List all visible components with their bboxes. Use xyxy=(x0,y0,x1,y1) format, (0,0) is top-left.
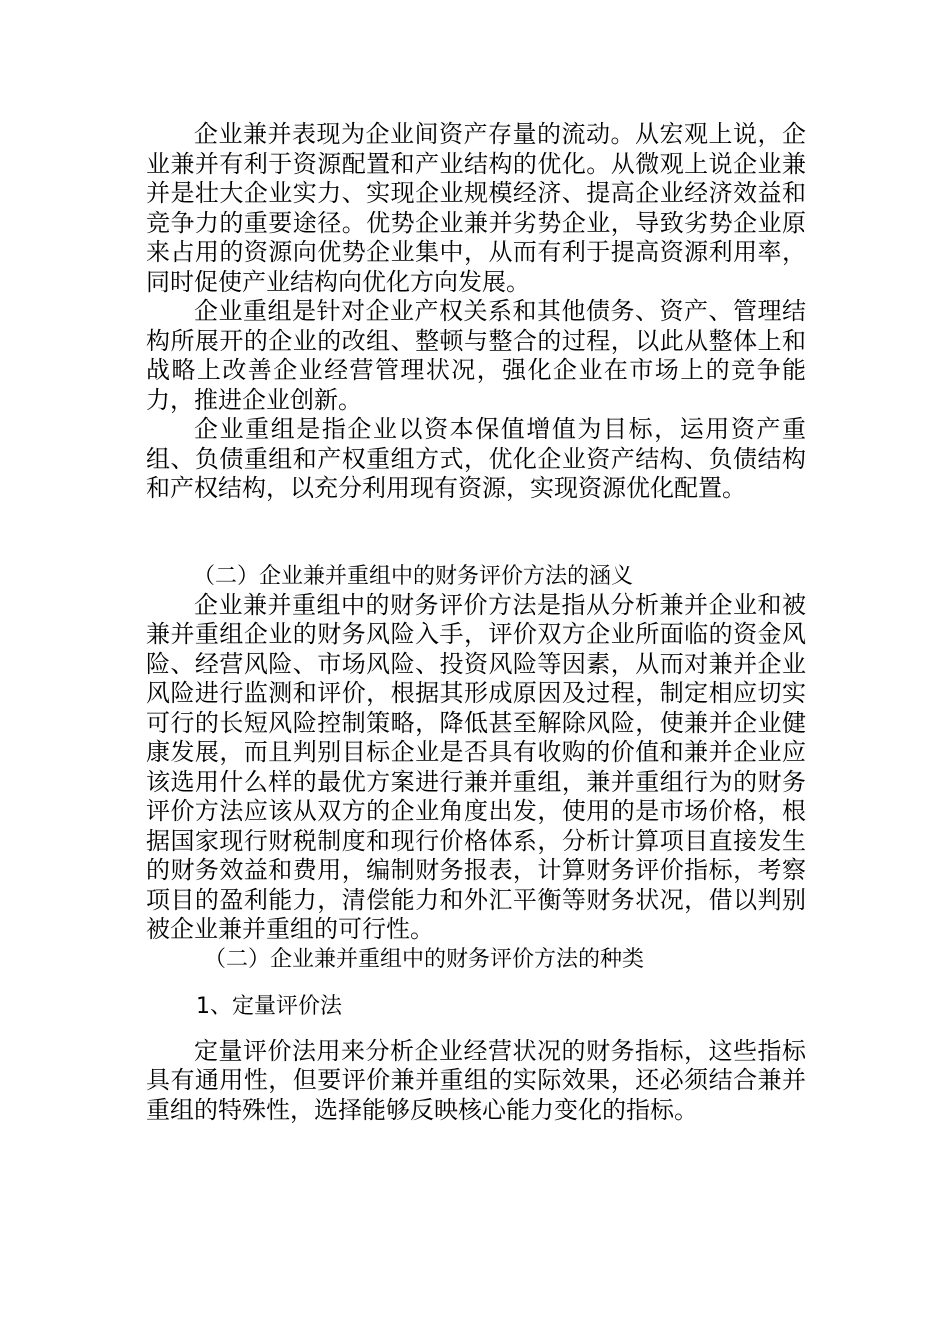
paragraph-meaning-body: 企业兼并重组中的财务评价方法是指从分析兼并企业和被兼并重组企业的财务风险入手，评价双方企业所面临的资金风险、经营风险、市场风险、投资风险等因素，从而对兼并企业风险进行监测和评价，根据其形成原因及过程，制定相应切实可行的长短风险控制策略，降低甚至解除风险，使兼并企业健康发展，而且判别目标企业是否具有收购的价值和兼并企业应该选用什么样的最优方案进行兼并重组，兼并重组行为的财务评价方法应该从双方的企业角度出发，使用的是市场价格，根据国家现行财税制度和现行价格体系，分析计算项目直接发生的财务效益和费用，编制财务报表，计算财务评价指标，考察项目的盈利能力，清偿能力和外汇平衡等财务状况，借以判别被企业兼并重组的可行性。 xyxy=(146,590,806,943)
section-heading-types: （二）企业兼并重组中的财务评价方法的种类 xyxy=(204,946,645,972)
section-spacer xyxy=(146,504,806,562)
meaning-section xyxy=(146,562,806,945)
subheading-quantitative: 1、定量评价法 xyxy=(196,993,342,1019)
paragraph-restructuring-definition: 企业重组是针对企业产权关系和其他债务、资产、管理结构所展开的企业的改组、整顿与整合的过程，以此从整体上和战略上改善企业经营管理状况，强化企业在市场上的竞争能力，推进企业创新。 xyxy=(146,297,806,414)
document-page xyxy=(146,120,806,1125)
paragraph-restructuring-goal: 企业重组是指企业以资本保值增值为目标，运用资产重组、负债重组和产权重组方式，优化企业资产结构、负债结构和产权结构，以充分利用现有资源，实现资源优化配置。 xyxy=(146,415,806,502)
intro-section xyxy=(146,120,806,504)
section-heading-meaning: （二）企业兼并重组中的财务评价方法的涵义 xyxy=(193,563,634,589)
paragraph-quantitative-body: 定量评价法用来分析企业经营状况的财务指标，这些指标具有通用性，但要评价兼并重组的实际效果，还必须结合兼并重组的特殊性，选择能够反映核心能力变化的指标。 xyxy=(146,1036,806,1124)
paragraph-merger-definition: 企业兼并表现为企业间资产存量的流动。从宏观上说，企业兼并有利于资源配置和产业结构的优化。从微观上说企业兼并是壮大企业实力、实现企业规模经济、提高企业经济效益和竞争力的重要途径。优势企业兼并劣势企业，导致劣势企业原来占用的资源向优势企业集中，从而有利于提高资源利用率，同时促使产业结构向优化方向发展。 xyxy=(146,120,806,296)
types-section xyxy=(146,945,806,1126)
